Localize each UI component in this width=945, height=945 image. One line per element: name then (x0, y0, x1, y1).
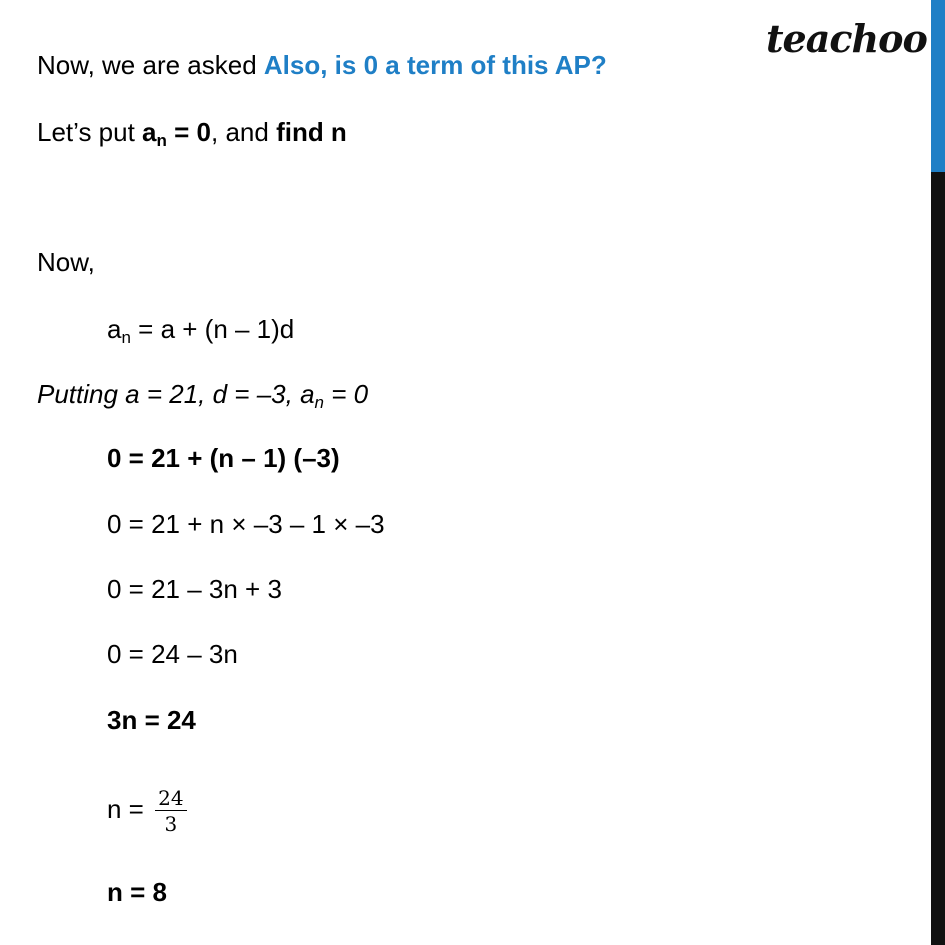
right-sidebar (931, 0, 945, 945)
putting-suffix: = 0 (324, 379, 369, 409)
instruction-middle: , and (211, 117, 277, 147)
now-label: Now, (37, 247, 95, 277)
an-equals-zero (142, 117, 211, 150)
step-4: 0 = 24 – 3n (107, 639, 238, 669)
an-sub: n (156, 131, 167, 150)
teachoo-logo: teachoo (766, 16, 927, 61)
fraction-numerator: 24 (155, 787, 186, 811)
step-2: 0 = 21 + n × –3 – 1 × –3 (107, 509, 385, 539)
question-text: Also, is 0 a term of this AP? (263, 50, 607, 80)
step-7-answer: n = 8 (107, 877, 167, 907)
fraction (155, 787, 186, 835)
putting-prefix: Putting a = 21, d = –3, a (37, 379, 315, 409)
putting-values (37, 379, 369, 412)
intro-prefix: Now, we are asked (37, 50, 264, 80)
formula-rest: = a + (n – 1)d (130, 314, 295, 344)
formula-sub: n (121, 328, 131, 347)
formula-a: a (107, 314, 122, 344)
step-6-prefix: n = (107, 794, 152, 824)
step-3: 0 = 21 – 3n + 3 (107, 574, 282, 604)
step-5: 3n = 24 (107, 705, 196, 735)
sidebar-accent (931, 0, 945, 172)
instruction-line (37, 117, 347, 150)
an-var: a (142, 117, 157, 147)
instruction-prefix: Let’s put (37, 117, 143, 147)
general-formula (107, 314, 295, 347)
putting-sub: n (314, 393, 325, 412)
step-1: 0 = 21 + (n – 1) (–3) (107, 443, 340, 473)
find-n: find n (276, 117, 347, 147)
intro-line (37, 50, 607, 80)
an-value: = 0 (166, 117, 211, 147)
step-6 (107, 784, 187, 835)
fraction-denominator: 3 (164, 812, 178, 837)
